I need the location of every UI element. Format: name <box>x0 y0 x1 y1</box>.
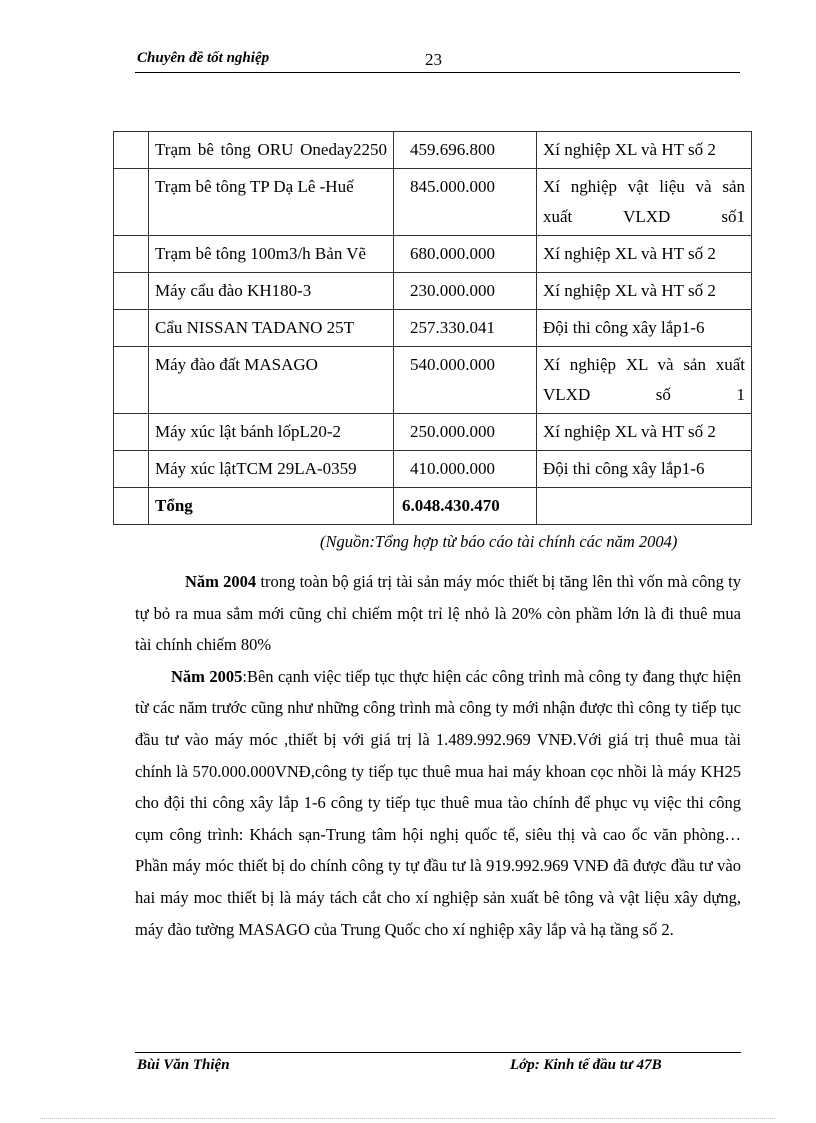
table-row <box>114 414 752 451</box>
page-number: 23 <box>425 50 442 69</box>
equipment-unit: Đội thi công xây lắp1-6 <box>537 310 752 347</box>
footer-author: Bùi Văn Thiện <box>137 1057 230 1073</box>
equipment-name: Máy đào đất MASAGO <box>149 347 394 414</box>
table-row <box>114 273 752 310</box>
table-row <box>114 132 752 169</box>
table-row <box>114 310 752 347</box>
table-source-note: (Nguồn:Tổng hợp từ báo cáo tài chính các năm 2004) <box>320 532 678 551</box>
equipment-value: 459.696.800 <box>394 132 537 169</box>
equipment-unit: Xí nghiệp XL và sản xuất VLXD số 1 <box>537 347 752 414</box>
table-row <box>114 347 752 414</box>
total-value: 6.048.430.470 <box>394 488 537 525</box>
table-cell-empty <box>114 310 149 347</box>
equipment-value: 845.000.000 <box>394 169 537 236</box>
equipment-value: 250.000.000 <box>394 414 537 451</box>
table-cell-empty <box>114 451 149 488</box>
equipment-unit: Xí nghiệp XL và HT số 2 <box>537 273 752 310</box>
table-total-row <box>114 488 752 525</box>
equipment-value: 680.000.000 <box>394 236 537 273</box>
table-cell-empty <box>114 347 149 414</box>
equipment-unit: Đội thi công xây lắp1-6 <box>537 451 752 488</box>
equipment-name: Trạm bê tông ORU Oneday2250 <box>149 132 394 169</box>
equipment-name: Cẩu NISSAN TADANO 25T <box>149 310 394 347</box>
table-cell-empty <box>537 488 752 525</box>
equipment-table <box>113 131 752 525</box>
table-cell-empty <box>114 236 149 273</box>
equipment-name: Trạm bê tông TP Dạ Lê -Huế <box>149 169 394 236</box>
footer-class: Lớp: Kinh tế đầu tư 47B <box>510 1057 662 1073</box>
paragraph-lead: Năm 2004 <box>185 572 257 591</box>
paragraph-content: trong toàn bộ giá trị tài sản máy móc thiết bị tăng lên thì vốn mà công ty tự bỏ ra mua sắm mới cũng chỉ chiếm một trỉ lệ nhỏ là 20% còn phầm lớn là đi thuê mua tài chính chiếm 80% <box>135 572 741 655</box>
equipment-value: 540.000.000 <box>394 347 537 414</box>
page-bottom-divider <box>40 1118 775 1119</box>
paragraph-2005 <box>135 661 741 945</box>
paragraph-content: :Bên cạnh việc tiếp tục thực hiện các công trình mà công ty đang thực hiện từ các năm trước cũng như những công trình mà công ty mới nhận được thì công ty tiếp tục đầu tư vào máy móc ,thiết bị với giá trị là 1.489.992.969 VNĐ.Với giá trị thuê mua tài chính là 570.000.000VNĐ,công ty tiếp tục thuê mua hai máy khoan cọc nhồi là máy KH25 cho đội thi công xây lắp 1-6 công ty tiếp tục thuê mua tào chính để phục vụ việc thi công cụm công trình: Khách sạn-Trung tâm hội nghị quốc tế, siêu thị và cao ốc văn phòng…Phần máy móc thiết bị do chính công ty tự đầu tư là 919.992.969 VNĐ đã được đầu tư vào hai máy moc thiết bị là máy tách cắt cho xí nghiệp sản xuất bê tông và vật liệu xây dựng, máy đào tường MASAGO của Trung Quốc cho xí nghiệp xây lắp và hạ tầng số 2. <box>135 666 741 939</box>
equipment-unit: Xí nghiệp XL và HT số 2 <box>537 236 752 273</box>
paragraph-2004 <box>135 566 741 661</box>
total-label: Tổng <box>149 488 394 525</box>
equipment-name: Trạm bê tông 100m3/h Bản Vẽ <box>149 236 394 273</box>
header-title: Chuyên đề tốt nghiệp <box>137 50 270 66</box>
equipment-name: Máy cẩu đào KH180-3 <box>149 273 394 310</box>
table-cell-empty <box>114 132 149 169</box>
equipment-name: Máy xúc lậtTCM 29LA-0359 <box>149 451 394 488</box>
table-cell-empty <box>114 488 149 525</box>
body-text <box>135 566 741 945</box>
table-cell-empty <box>114 273 149 310</box>
page-header <box>135 48 740 73</box>
equipment-value: 410.000.000 <box>394 451 537 488</box>
table-row <box>114 451 752 488</box>
equipment-value: 230.000.000 <box>394 273 537 310</box>
equipment-unit: Xí nghiệp XL và HT số 2 <box>537 132 752 169</box>
table-row <box>114 169 752 236</box>
table-cell-empty <box>114 169 149 236</box>
table-row <box>114 236 752 273</box>
table-cell-empty <box>114 414 149 451</box>
equipment-value: 257.330.041 <box>394 310 537 347</box>
equipment-name: Máy xúc lật bánh lốpL20-2 <box>149 414 394 451</box>
equipment-unit: Xí nghiệp XL và HT số 2 <box>537 414 752 451</box>
page-footer <box>135 1052 741 1075</box>
equipment-unit: Xí nghiệp vật liệu và sản xuất VLXD số1 <box>537 169 752 236</box>
paragraph-lead: Năm 2005 <box>171 666 243 686</box>
